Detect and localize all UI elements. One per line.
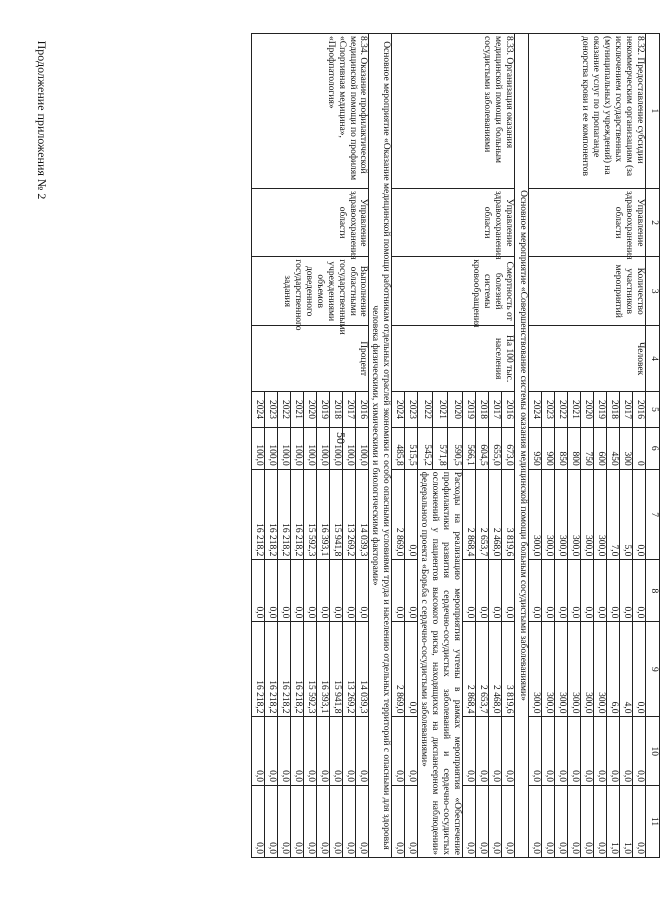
amount-cell: 0,0 — [265, 786, 278, 858]
amount-cell: 0,0 — [555, 786, 568, 858]
amount-cell: 0,0 — [633, 469, 646, 560]
amount-cell: 16 218,2 — [265, 622, 278, 717]
amount-cell: 0,0 — [278, 786, 291, 858]
amount-cell: 16 218,2 — [252, 469, 265, 560]
amount-cell: 16 218,2 — [252, 622, 265, 717]
amount-cell: 0,0 — [463, 560, 476, 622]
indicator-value-cell: 950 — [529, 427, 542, 469]
amount-cell: 300,0 — [594, 469, 607, 560]
indicator-value-cell: 100,0 — [356, 427, 369, 469]
page-number: 50 — [334, 432, 348, 444]
amount-cell: 0,0 — [529, 560, 542, 622]
column-number-row — [646, 34, 660, 858]
unit-cell: На 100 тыс. населения — [392, 325, 515, 391]
amount-cell: 0,0 — [265, 560, 278, 622]
amount-cell: 0,0 — [476, 560, 489, 622]
year-cell: 2021 — [568, 392, 581, 427]
amount-cell: 0,0 — [581, 560, 594, 622]
amount-cell: 0,0 — [356, 560, 369, 622]
amount-cell: 300,0 — [529, 469, 542, 560]
amount-cell: 0,0 — [594, 560, 607, 622]
indicator-value-cell: 485,8 — [392, 427, 405, 469]
amount-cell: 0,0 — [489, 717, 502, 786]
year-cell: 2019 — [463, 392, 476, 427]
amount-cell: 0,0 — [278, 560, 291, 622]
amount-cell: 0,0 — [392, 560, 405, 622]
amount-cell: 0,0 — [278, 717, 291, 786]
year-cell: 2017 — [620, 392, 633, 427]
indicator-value-cell: 566,1 — [463, 427, 476, 469]
year-cell: 2021 — [291, 392, 304, 427]
amount-cell: 0,0 — [529, 717, 542, 786]
amount-cell: 0,0 — [252, 560, 265, 622]
amount-cell: 15 941,8 — [330, 469, 343, 560]
amount-cell: 0,0 — [392, 717, 405, 786]
column-number: 6 — [646, 427, 660, 469]
amount-cell: 0,0 — [542, 560, 555, 622]
amount-cell: 0,0 — [489, 560, 502, 622]
year-cell: 2022 — [278, 392, 291, 427]
amount-cell: 0,0 — [568, 786, 581, 858]
indicator-value-cell: 750 — [581, 427, 594, 469]
indicator-value-cell: 100,0 — [330, 427, 343, 469]
amount-cell: 300,0 — [594, 622, 607, 717]
year-cell: 2017 — [343, 392, 356, 427]
amount-cell: 0,0 — [304, 717, 317, 786]
column-number: 9 — [646, 622, 660, 717]
indicator-value-cell: 655,0 — [489, 427, 502, 469]
amount-cell: 0,0 — [463, 786, 476, 858]
amount-cell: 15 592,3 — [304, 622, 317, 717]
indicator-value-cell: 100,0 — [343, 427, 356, 469]
section-row — [515, 34, 529, 858]
amount-cell: 0,0 — [555, 717, 568, 786]
amount-cell: 0,0 — [304, 786, 317, 858]
funding-note-cell: Расходы на реализацию мероприятия учтены в рамках мероприятия «Обеспечение профилактики развития сердечно-сосудистых заболеваний и сердечно-сосудистых осложнений у пациентов высокого риска, находящихся на диспансерном наблюдении» федерального проекта «Борьба с сердечно-сосудистыми заболеваниями» — [418, 469, 463, 857]
amount-cell: 0,0 — [265, 717, 278, 786]
amount-cell: 0,0 — [291, 717, 304, 786]
amount-cell: 0,0 — [252, 717, 265, 786]
amount-cell: 0,0 — [463, 717, 476, 786]
year-cell: 2024 — [392, 392, 405, 427]
year-cell: 2024 — [529, 392, 542, 427]
indicator-value-cell: 850 — [555, 427, 568, 469]
indicator-value-cell: 100,0 — [317, 427, 330, 469]
indicator-name-cell: Количество участников мероприятий — [529, 257, 646, 326]
amount-cell: 0,0 — [581, 717, 594, 786]
section-title: Основное мероприятие «Оказание медицинской помощи работникам отдельных отраслей экономики с особо опасными условиями труда и населению отдельных территорий с опасными для здоровья человека физическими, химическими и биологическими факторами» — [369, 34, 392, 858]
amount-cell: 0,0 — [542, 717, 555, 786]
amount-cell: 0,0 — [594, 786, 607, 858]
amount-cell: 14 039,3 — [356, 469, 369, 560]
indicator-value-cell: 100,0 — [304, 427, 317, 469]
executor-cell: Управление здравоохранения области — [252, 188, 369, 257]
year-cell: 2019 — [594, 392, 607, 427]
amount-cell: 0,0 — [291, 786, 304, 858]
amount-cell: 3 819,6 — [502, 622, 515, 717]
amount-cell: 0,0 — [343, 560, 356, 622]
indicator-value-cell: 800 — [568, 427, 581, 469]
amount-cell: 0,0 — [633, 717, 646, 786]
amount-cell: 0,0 — [330, 717, 343, 786]
amount-cell: 2 869,0 — [392, 622, 405, 717]
year-cell: 2020 — [304, 392, 317, 427]
amount-cell: 0,0 — [252, 786, 265, 858]
table-body — [252, 34, 660, 858]
amount-cell: 2 869,0 — [392, 469, 405, 560]
year-cell: 2017 — [489, 392, 502, 427]
amount-cell: 0,0 — [633, 786, 646, 858]
amount-cell: 0,0 — [317, 717, 330, 786]
indicator-value-cell: 571,8 — [433, 427, 448, 469]
amount-cell: 0,0 — [405, 469, 418, 560]
amount-cell: 16 218,2 — [291, 469, 304, 560]
amount-cell: 0,0 — [555, 560, 568, 622]
indicator-value-cell: 100,0 — [265, 427, 278, 469]
column-number: 10 — [646, 717, 660, 786]
executor-cell: Управление здравоохранения области — [392, 188, 515, 257]
column-number: 4 — [646, 325, 660, 391]
amount-cell: 0,0 — [405, 560, 418, 622]
year-cell: 2023 — [542, 392, 555, 427]
appendix-subtitle: Продолжение приложения № 2 — [35, 40, 49, 200]
amount-cell: 16 393,1 — [317, 622, 330, 717]
amount-cell: 2 468,0 — [489, 469, 502, 560]
indicator-value-cell: 515,5 — [405, 427, 418, 469]
amount-cell: 14 039,3 — [356, 622, 369, 717]
column-number: 7 — [646, 469, 660, 560]
amount-cell: 2 653,7 — [476, 622, 489, 717]
amount-cell: 16 218,2 — [278, 469, 291, 560]
table-row — [633, 34, 646, 858]
column-number: 1 — [646, 34, 660, 189]
amount-cell: 0,0 — [568, 560, 581, 622]
amount-cell: 0,0 — [502, 786, 515, 858]
executor-cell: Управление здравоохранения области — [529, 188, 646, 257]
amount-cell: 300,0 — [542, 622, 555, 717]
unit-cell: Человек — [529, 325, 646, 391]
year-cell: 2018 — [607, 392, 620, 427]
amount-cell: 7,0 — [607, 469, 620, 560]
indicator-value-cell: 100,0 — [291, 427, 304, 469]
amount-cell: 0,0 — [330, 786, 343, 858]
amount-cell: 0,0 — [502, 560, 515, 622]
amount-cell: 0,0 — [330, 560, 343, 622]
amount-cell: 0,0 — [568, 717, 581, 786]
section-row — [369, 34, 392, 858]
amount-cell: 5,0 — [620, 469, 633, 560]
table-row — [502, 34, 515, 858]
program-table — [251, 33, 660, 858]
indicator-value-cell: 450 — [607, 427, 620, 469]
amount-cell: 0,0 — [594, 717, 607, 786]
amount-cell: 300,0 — [555, 622, 568, 717]
amount-cell: 300,0 — [581, 469, 594, 560]
amount-cell: 0,0 — [392, 786, 405, 858]
amount-cell: 300,0 — [568, 469, 581, 560]
amount-cell: 16 393,1 — [317, 469, 330, 560]
indicator-value-cell: 545,2 — [418, 427, 433, 469]
year-cell: 2016 — [502, 392, 515, 427]
amount-cell: 300,0 — [542, 469, 555, 560]
amount-cell: 0,0 — [476, 717, 489, 786]
amount-cell: 0,0 — [343, 717, 356, 786]
rotated-table-sheet — [70, 33, 660, 858]
year-cell: 2021 — [433, 392, 448, 427]
amount-cell: 0,0 — [304, 560, 317, 622]
amount-cell: 0,0 — [633, 560, 646, 622]
amount-cell: 0,0 — [476, 786, 489, 858]
year-cell: 2023 — [265, 392, 278, 427]
unit-cell: Процент — [252, 325, 369, 391]
amount-cell: 0,0 — [529, 786, 542, 858]
measure-name-cell: 8.32. Предоставление субсидии некоммерческим организациям (за исключением государственных (муниципальных) учреждений) на оказание услуг по пропаганде донорства крови и ее компонентов — [529, 34, 646, 189]
year-cell: 2020 — [581, 392, 594, 427]
indicator-value-cell: 100,0 — [278, 427, 291, 469]
year-cell: 2016 — [633, 392, 646, 427]
year-cell: 2020 — [448, 392, 463, 427]
year-cell: 2024 — [252, 392, 265, 427]
section-title: Основное мероприятие «Совершенствование системы оказания медицинской помощи больным сосудистыми заболеваниями» — [515, 34, 529, 858]
amount-cell: 0,0 — [291, 560, 304, 622]
amount-cell: 0,0 — [633, 622, 646, 717]
amount-cell: 13 269,2 — [343, 469, 356, 560]
amount-cell: 0,0 — [343, 786, 356, 858]
year-cell: 2022 — [555, 392, 568, 427]
amount-cell: 2 653,7 — [476, 469, 489, 560]
amount-cell: 0,0 — [489, 786, 502, 858]
amount-cell: 0,0 — [502, 717, 515, 786]
table-row — [356, 34, 369, 858]
amount-cell: 2 468,0 — [489, 622, 502, 717]
indicator-value-cell: 673,0 — [502, 427, 515, 469]
amount-cell: 0,0 — [620, 717, 633, 786]
indicator-value-cell: 0 — [633, 427, 646, 469]
amount-cell: 15 592,3 — [304, 469, 317, 560]
amount-cell: 13 269,2 — [343, 622, 356, 717]
amount-cell: 0,0 — [620, 560, 633, 622]
indicator-name-cell: Выполнение областными государственными учреждениями объемов доведенного государственного задания — [252, 257, 369, 326]
amount-cell: 15 941,8 — [330, 622, 343, 717]
indicator-name-cell: Смертность от болезней системы кровообращения — [392, 257, 515, 326]
year-cell: 2018 — [330, 392, 343, 427]
amount-cell: 3 819,6 — [502, 469, 515, 560]
amount-cell: 300,0 — [581, 622, 594, 717]
amount-cell: 0,0 — [317, 786, 330, 858]
amount-cell: 2 868,4 — [463, 622, 476, 717]
amount-cell: 0,0 — [581, 786, 594, 858]
amount-cell: 16 218,2 — [278, 622, 291, 717]
amount-cell: 0,0 — [317, 560, 330, 622]
indicator-value-cell: 590,5 — [448, 427, 463, 469]
column-number: 8 — [646, 560, 660, 622]
amount-cell: 1,0 — [607, 786, 620, 858]
indicator-value-cell: 900 — [542, 427, 555, 469]
amount-cell: 300,0 — [529, 622, 542, 717]
measure-name-cell: 8.33. Организация оказания медицинской помощи больным сосудистыми заболеваниями — [392, 34, 515, 189]
amount-cell: 0,0 — [405, 622, 418, 717]
indicator-value-cell: 100,0 — [252, 427, 265, 469]
year-cell: 2023 — [405, 392, 418, 427]
amount-cell: 16 218,2 — [265, 469, 278, 560]
indicator-value-cell: 600 — [594, 427, 607, 469]
amount-cell: 0,0 — [405, 786, 418, 858]
amount-cell: 4,0 — [620, 622, 633, 717]
amount-cell: 0,0 — [356, 786, 369, 858]
year-cell: 2018 — [476, 392, 489, 427]
year-cell: 2022 — [418, 392, 433, 427]
year-cell: 2019 — [317, 392, 330, 427]
indicator-value-cell: 604,5 — [476, 427, 489, 469]
amount-cell: 0,0 — [405, 717, 418, 786]
column-number: 11 — [646, 786, 660, 858]
indicator-value-cell: 300 — [620, 427, 633, 469]
amount-cell: 300,0 — [555, 469, 568, 560]
column-number: 3 — [646, 257, 660, 326]
amount-cell: 0,0 — [542, 786, 555, 858]
column-number: 5 — [646, 392, 660, 427]
column-number: 2 — [646, 188, 660, 257]
amount-cell: 0,0 — [607, 560, 620, 622]
year-cell: 2016 — [356, 392, 369, 427]
amount-cell: 6,0 — [607, 622, 620, 717]
amount-cell: 16 218,2 — [291, 622, 304, 717]
measure-name-cell: 8.34. Оказание профилактической медицинской помощи по профилям «Спортивная медицина», «Профпатология» — [252, 34, 369, 189]
amount-cell: 2 868,4 — [463, 469, 476, 560]
amount-cell: 0,0 — [607, 717, 620, 786]
amount-cell: 1,0 — [620, 786, 633, 858]
amount-cell: 0,0 — [356, 717, 369, 786]
amount-cell: 300,0 — [568, 622, 581, 717]
